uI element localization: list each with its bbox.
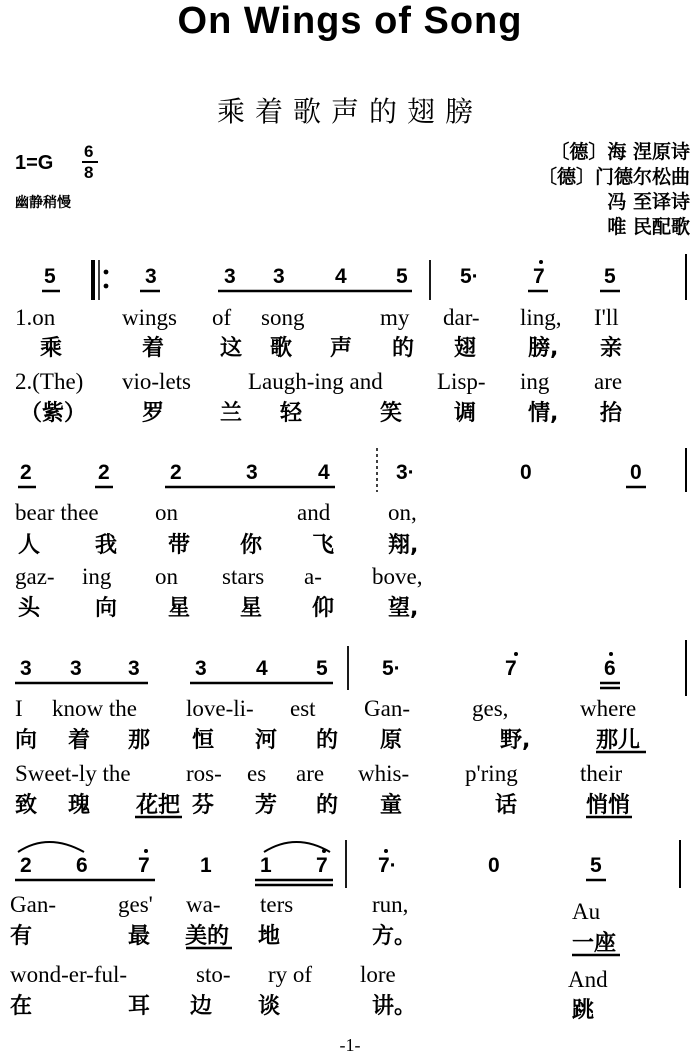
note: 7 bbox=[505, 657, 517, 680]
credit-arranger: 唯 民配歌 bbox=[607, 216, 690, 238]
lyric-en: I bbox=[15, 696, 23, 721]
lyric-cn: 耳 bbox=[128, 994, 151, 1019]
lyric-en: whis- bbox=[358, 761, 410, 786]
lyric-en: bear thee bbox=[15, 500, 99, 525]
lyric-cn: 着 bbox=[68, 728, 91, 753]
lyric-en: ges' bbox=[118, 892, 153, 917]
note: 6 bbox=[604, 657, 616, 680]
tempo-marking: 幽静稍慢 bbox=[15, 195, 71, 211]
note: 7 bbox=[316, 854, 328, 877]
lyric-en: know the bbox=[52, 696, 137, 721]
note: 0 bbox=[488, 854, 500, 877]
lyric-en: sto- bbox=[196, 962, 231, 987]
note: 6 bbox=[76, 854, 88, 877]
lyric-cn: 歌 bbox=[270, 336, 293, 361]
lyric-cn: 跳 bbox=[572, 998, 595, 1023]
note: 7 bbox=[533, 265, 545, 288]
lyric-en: song bbox=[261, 305, 305, 330]
lyric-en: 1.on bbox=[15, 305, 56, 330]
lyric-cn: 那儿 bbox=[596, 728, 641, 753]
lyric-cn: 兰 bbox=[220, 401, 243, 426]
lyric-cn: 那 bbox=[128, 728, 151, 753]
lyric-cn: 带 bbox=[168, 533, 191, 558]
lyric-en: on, bbox=[388, 500, 417, 525]
note: 2 bbox=[20, 461, 32, 484]
note: 3 bbox=[128, 657, 140, 680]
lyric-cn: 声 bbox=[330, 336, 353, 361]
lyric-en: Lisp- bbox=[437, 369, 486, 394]
lyric-cn: 飞 bbox=[312, 533, 335, 558]
lyric-cn: 翅 bbox=[454, 336, 477, 361]
page-number: -1- bbox=[339, 1035, 361, 1055]
lyric-en: And bbox=[568, 967, 608, 992]
lyric-cn: 这 bbox=[220, 336, 243, 361]
note: 5· bbox=[460, 265, 479, 288]
lyric-cn: 膀, bbox=[528, 336, 559, 361]
lyric-en: lore bbox=[360, 962, 396, 987]
octave-dot bbox=[144, 849, 148, 853]
note: 0 bbox=[630, 461, 642, 484]
lyric-cn: 我 bbox=[95, 533, 118, 558]
lyric-cn: 野, bbox=[500, 728, 531, 753]
lyric-cn: 谈 bbox=[258, 994, 281, 1019]
lyric-cn: 河 bbox=[255, 728, 278, 753]
slur bbox=[18, 842, 84, 852]
note: 1 bbox=[260, 854, 272, 877]
lyric-en: vio-lets bbox=[122, 369, 191, 394]
lyric-en: ling, bbox=[520, 305, 562, 330]
lyric-en: stars bbox=[222, 564, 265, 589]
lyric-cn: 向 bbox=[15, 728, 38, 753]
note: 3 bbox=[224, 265, 236, 288]
lyric-en: my bbox=[380, 305, 410, 330]
lyric-cn: 向 bbox=[95, 596, 118, 621]
lyric-en: on bbox=[155, 500, 178, 525]
lyric-en: are bbox=[594, 369, 623, 394]
lyric-cn: 抬 bbox=[600, 401, 623, 426]
lyric-cn: 方。 bbox=[372, 924, 417, 949]
slur bbox=[264, 842, 330, 852]
lyric-cn: 最 bbox=[128, 924, 151, 949]
note: 5· bbox=[382, 657, 401, 680]
note: 2 bbox=[98, 461, 110, 484]
lyric-en: and bbox=[297, 500, 331, 525]
lyric-cn: 人 bbox=[18, 533, 41, 558]
note: 5 bbox=[316, 657, 328, 680]
lyric-cn: 花把 bbox=[136, 793, 181, 818]
lyric-en: love-li- bbox=[186, 696, 254, 721]
note: 1 bbox=[200, 854, 212, 877]
note: 5 bbox=[604, 265, 616, 288]
note: 4 bbox=[318, 461, 330, 484]
lyric-en: wond-er-ful- bbox=[10, 962, 128, 987]
lyric-cn: 亲 bbox=[600, 336, 623, 361]
note: 3· bbox=[396, 461, 415, 484]
time-signature-top: 6 bbox=[84, 142, 94, 161]
lyric-en: where bbox=[580, 696, 637, 721]
lyric-cn: 望, bbox=[388, 596, 419, 621]
lyric-cn: 的 bbox=[392, 336, 415, 361]
lyric-cn: 边 bbox=[190, 994, 213, 1019]
lyric-en: on bbox=[155, 564, 178, 589]
note: 7 bbox=[138, 854, 150, 877]
lyric-cn: 芳 bbox=[255, 793, 278, 818]
note: 5 bbox=[590, 854, 602, 877]
octave-dot bbox=[384, 849, 388, 853]
octave-dot bbox=[609, 652, 613, 656]
lyric-cn: 你 bbox=[240, 533, 263, 558]
lyric-en: wa- bbox=[186, 892, 221, 917]
credit-composer: 〔德〕门德尔松曲 bbox=[537, 166, 690, 188]
lyric-cn: 原 bbox=[380, 728, 403, 753]
lyric-en: Au bbox=[572, 899, 601, 924]
lyric-cn: 翔, bbox=[388, 533, 419, 558]
lyric-en: Gan- bbox=[364, 696, 410, 721]
note: 7· bbox=[378, 854, 397, 877]
lyric-cn: 瑰 bbox=[68, 793, 91, 818]
lyric-cn: 调 bbox=[454, 401, 477, 426]
lyric-cn: 一座 bbox=[572, 931, 617, 956]
lyric-en: ing bbox=[520, 369, 550, 394]
lyric-cn: 有 bbox=[10, 924, 33, 949]
note: 4 bbox=[256, 657, 268, 680]
octave-dot bbox=[514, 652, 518, 656]
note: 3 bbox=[246, 461, 258, 484]
note: 2 bbox=[20, 854, 32, 877]
lyric-cn: 芬 bbox=[192, 793, 215, 818]
repeat-dot bbox=[104, 270, 109, 275]
lyric-cn: 情, bbox=[528, 401, 559, 426]
key-signature: 1=G bbox=[15, 152, 54, 174]
note: 3 bbox=[20, 657, 32, 680]
note: 3 bbox=[195, 657, 207, 680]
lyric-en: wings bbox=[122, 305, 177, 330]
chinese-song-title: 乘着歌声的翅膀 bbox=[216, 95, 483, 128]
lyric-cn: 笑 bbox=[380, 401, 403, 426]
lyric-en: are bbox=[296, 761, 325, 786]
lyric-en: bove, bbox=[372, 564, 423, 589]
lyric-en: Gan- bbox=[10, 892, 56, 917]
lyric-cn: 恒 bbox=[192, 728, 215, 753]
lyric-cn: 仰 bbox=[312, 596, 335, 621]
note: 3 bbox=[70, 657, 82, 680]
lyric-cn: 致 bbox=[15, 793, 38, 818]
lyric-en: a- bbox=[304, 564, 322, 589]
lyric-en: of bbox=[212, 305, 232, 330]
song-title: On Wings of Song bbox=[177, 0, 523, 42]
lyric-cn: 乘 bbox=[40, 336, 63, 361]
lyric-en: Laugh-ing and bbox=[248, 369, 383, 394]
lyric-en: run, bbox=[372, 892, 409, 917]
note: 3 bbox=[273, 265, 285, 288]
lyric-cn: 的 bbox=[316, 728, 339, 753]
lyric-en: ges, bbox=[472, 696, 509, 721]
repeat-dot bbox=[104, 284, 109, 289]
lyric-en: Sweet-ly the bbox=[15, 761, 131, 786]
lyric-cn: 星 bbox=[240, 596, 263, 621]
lyric-en: I'll bbox=[594, 305, 619, 330]
credit-lyricist: 〔德〕海 涅原诗 bbox=[550, 141, 690, 163]
lyric-cn: 话 bbox=[495, 793, 518, 818]
lyric-cn: 在 bbox=[10, 994, 33, 1019]
octave-dot bbox=[539, 260, 543, 264]
lyric-cn: 头 bbox=[18, 596, 41, 621]
lyric-en: ters bbox=[260, 892, 294, 917]
note: 2 bbox=[170, 461, 182, 484]
lyric-en: ing bbox=[82, 564, 112, 589]
lyric-en: dar- bbox=[443, 305, 480, 330]
lyric-en: est bbox=[290, 696, 316, 721]
time-signature-bottom: 8 bbox=[84, 163, 94, 182]
lyric-cn: （紫） bbox=[20, 401, 87, 426]
lyric-cn: 童 bbox=[380, 793, 403, 818]
lyric-en: p'ring bbox=[465, 761, 518, 786]
note: 3 bbox=[145, 265, 157, 288]
lyric-cn: 星 bbox=[168, 596, 191, 621]
lyric-cn: 美的 bbox=[185, 924, 230, 949]
note: 5 bbox=[44, 265, 56, 288]
lyric-cn: 轻 bbox=[280, 401, 303, 426]
lyric-en: their bbox=[580, 761, 623, 786]
lyric-cn: 着 bbox=[142, 336, 165, 361]
lyric-cn: 罗 bbox=[142, 401, 165, 426]
lyric-cn: 地 bbox=[258, 924, 281, 949]
lyric-cn: 讲。 bbox=[372, 994, 417, 1019]
lyric-cn: 的 bbox=[316, 793, 339, 818]
credit-translator: 冯 至译诗 bbox=[607, 191, 690, 213]
note: 4 bbox=[335, 265, 347, 288]
lyric-en: 2.(The) bbox=[15, 369, 84, 394]
note: 5 bbox=[396, 265, 408, 288]
lyric-cn: 悄悄 bbox=[586, 793, 631, 818]
lyric-en: ros- bbox=[186, 761, 222, 786]
lyric-en: ry of bbox=[268, 962, 313, 987]
note: 0 bbox=[520, 461, 532, 484]
lyric-en: es bbox=[247, 761, 267, 786]
lyric-en: gaz- bbox=[15, 564, 55, 589]
